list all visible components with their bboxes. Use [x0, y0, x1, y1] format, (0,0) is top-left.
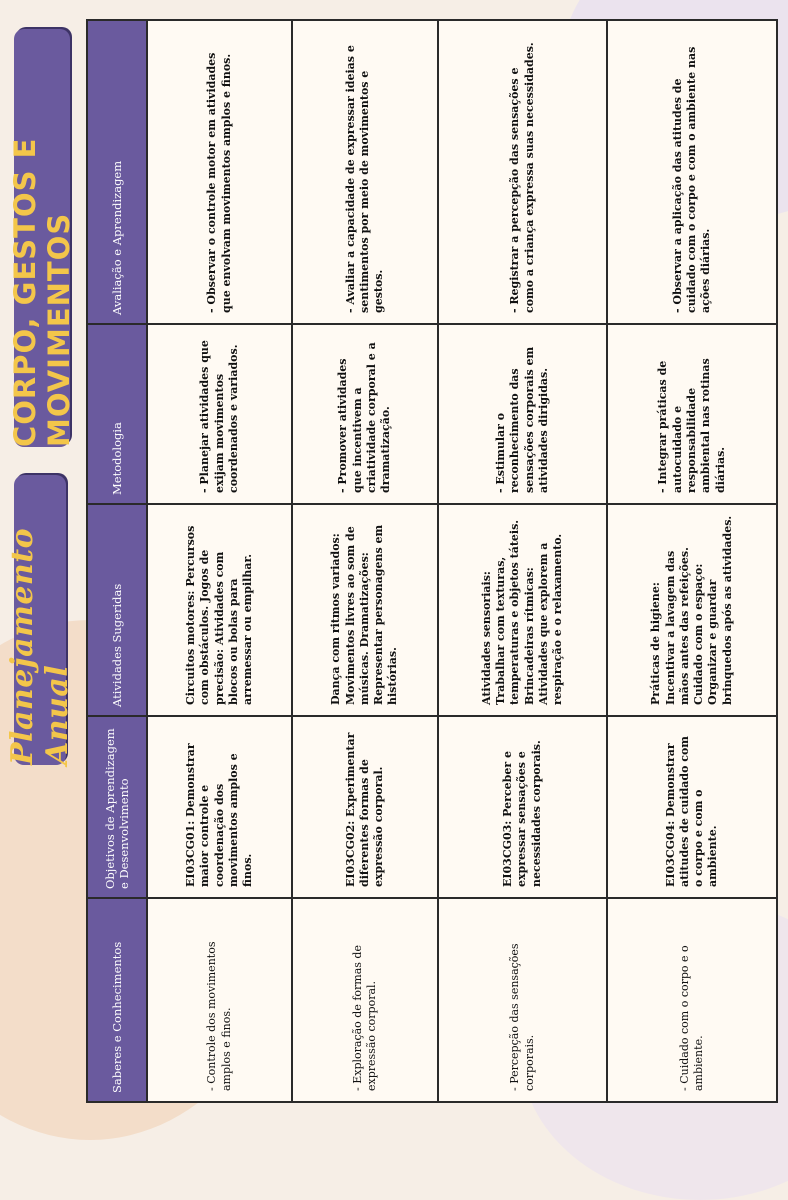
table-row — [438, 20, 608, 1102]
cell-avaliacao: - Avaliar a capacidade de expressar ideias e sentimentos por meio de movimentos e gestos. — [292, 20, 437, 324]
cell-saberes: - Percepção das sensações corporais. — [438, 898, 608, 1102]
header-atividades: Atividades Sugeridas — [87, 504, 147, 716]
cell-metodologia: - Estimular o reconhecimento das sensações corporais em atividades dirigidas. — [438, 324, 608, 504]
planning-table — [86, 19, 778, 1103]
cell-avaliacao: - Observar a aplicação das atitudes de cuidado com o corpo e com o ambiente nas ações diárias. — [607, 20, 777, 324]
cell-avaliacao: - Registrar a percepção das sensações e como a criança expressa suas necessidades. — [438, 20, 608, 324]
table-header-row — [87, 20, 147, 1102]
header-saberes: Saberes e Conhecimentos — [87, 898, 147, 1102]
cell-metodologia: - Planejar atividades que exijam movimentos coordenados e variados. — [147, 324, 292, 504]
cell-objetivos: EI03CG01: Demonstrar maior controle e coordenação dos movimentos amplos e finos. — [147, 716, 292, 898]
cell-atividades: Atividades sensoriais: Trabalhar com texturas, temperaturas e objetos táteis. Brincadeiras rítmicas: Atividades que explorem a respiração e o relaxamento. — [438, 504, 608, 716]
header-metodologia: Metodologia — [87, 324, 147, 504]
table-row — [147, 20, 292, 1102]
title-planejamento-anual: Planejamento Anual — [14, 475, 66, 765]
cell-atividades: Dança com ritmos variados: Movimentos livres ao som de músicas. Dramatizações: Representar personagens em histórias. — [292, 504, 437, 716]
table-row — [607, 20, 777, 1102]
cell-avaliacao: - Observar o controle motor em atividades que envolvam movimentos amplos e finos. — [147, 20, 292, 324]
cell-saberes: - Controle dos movimentos amplos e finos. — [147, 898, 292, 1102]
cell-saberes: - Exploração de formas de expressão corporal. — [292, 898, 437, 1102]
table-row — [292, 20, 437, 1102]
cell-atividades: Práticas de higiene: Incentivar a lavagem das mãos antes das refeições. Cuidado com o espaço: Organizar e guardar brinquedos após as atividades. — [607, 504, 777, 716]
cell-objetivos: EI03CG02: Experimentar diferentes formas de expressão corporal. — [292, 716, 437, 898]
cell-metodologia: - Integrar práticas de autocuidado e responsabilidade ambiental nas rotinas diárias. — [607, 324, 777, 504]
cell-metodologia: - Promover atividades que incentivem a criatividade corporal e a dramatização. — [292, 324, 437, 504]
cell-objetivos: EI03CG03: Perceber e expressar sensações e necessidades corporais. — [438, 716, 608, 898]
title-corpo-gestos-movimentos: CORPO, GESTOS E MOVIMENTOS — [14, 29, 70, 447]
header-avaliacao: Avaliação e Aprendizagem — [87, 20, 147, 324]
cell-atividades: Circuitos motores: Percursos com obstáculos. Jogos de precisão: Atividades com blocos ou bolas para arremessar ou empilhar. — [147, 504, 292, 716]
header-objetivos: Objetivos de Aprendizagem e Desenvolvimento — [87, 716, 147, 898]
cell-saberes: - Cuidado com o corpo e o ambiente. — [607, 898, 777, 1102]
cell-objetivos: EI03CG04: Demonstrar atitudes de cuidado com o corpo e com o ambiente. — [607, 716, 777, 898]
